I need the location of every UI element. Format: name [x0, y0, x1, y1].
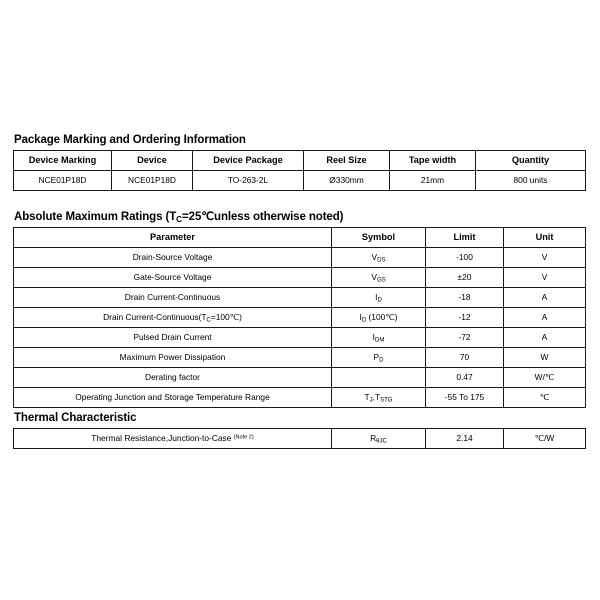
ratings-section-heading [14, 209, 586, 223]
thermal-characteristic-table [13, 428, 586, 449]
symbol-subscript: D [377, 297, 382, 304]
column-header-quantity: Quantity [476, 151, 586, 171]
cell-unit: V [504, 248, 586, 268]
cell-unit: A [504, 328, 586, 348]
cell-device: NCE01P18D [112, 171, 193, 191]
cell-limit: -100 [426, 248, 504, 268]
cell-unit: A [504, 308, 586, 328]
cell-limit: 0.47 [426, 368, 504, 388]
cell-symbol: $I_{DM}$ [332, 328, 426, 348]
symbol-subscript: STG [380, 397, 393, 404]
cell-symbol: $I_D$ (100℃) [332, 308, 426, 328]
cell-parameter: Pulsed Drain Current [14, 328, 332, 348]
cell-quantity: 800 units [476, 171, 586, 191]
cell-unit: V [504, 268, 586, 288]
table-row [14, 268, 586, 288]
cell-symbol [332, 368, 426, 388]
table-row [14, 388, 586, 408]
table-row [14, 308, 586, 328]
column-header-parameter: Parameter [14, 228, 332, 248]
cell-parameter [14, 429, 332, 449]
thermal-table-body [14, 429, 586, 449]
cell-symbol: $R_{\theta JC}$ [332, 429, 426, 449]
cell-limit: 70 [426, 348, 504, 368]
ordering-section-heading: Package Marking and Ordering Information [14, 134, 246, 146]
cell-symbol: $I_D$ [332, 288, 426, 308]
thermal-parameter-label: Thermal Resistance,Junction-to-Case [91, 433, 234, 443]
symbol-subscript: D [379, 357, 384, 364]
symbol-subscript: D [361, 317, 367, 324]
cell-unit: A [504, 288, 586, 308]
cell-device-marking: NCE01P18D [14, 171, 112, 191]
table-header-row [14, 228, 586, 248]
section-thermal-characteristic [13, 412, 586, 449]
symbol-subscript: GS [376, 277, 386, 284]
cell-unit: W [504, 348, 586, 368]
cell-parameter: Drain Current-$Continuous(T_C=100℃)$ [14, 308, 332, 328]
column-header-limit: Limit [426, 228, 504, 248]
ratings-heading-suffix: =25℃unless otherwise noted) [182, 211, 344, 223]
cell-unit: W/℃ [504, 368, 586, 388]
symbol-subscript: C [206, 317, 211, 324]
table-row [14, 288, 586, 308]
cell-reel-size: Ø330mm [304, 171, 390, 191]
column-header-symbol: Symbol [332, 228, 426, 248]
cell-tape-width: 21mm [390, 171, 476, 191]
footnote-reference: (Note 2) [233, 434, 254, 441]
cell-parameter: Drain Current-Continuous [14, 288, 332, 308]
table-row [14, 348, 586, 368]
symbol-subscript: θJC [376, 438, 387, 445]
column-header-unit: Unit [504, 228, 586, 248]
cell-limit: -18 [426, 288, 504, 308]
cell-parameter: Derating factor [14, 368, 332, 388]
symbol-subscript: DM [374, 337, 385, 344]
ratings-heading-prefix: Absolute Maximum Ratings (T [14, 211, 177, 223]
symbol-subscript: J [369, 397, 373, 404]
cell-limit: -55 To 175 [426, 388, 504, 408]
cell-symbol: $V_{GS}$ [332, 268, 426, 288]
column-header-device-marking: Device Marking [14, 151, 112, 171]
ratings-table-body [14, 248, 586, 408]
table-row [14, 368, 586, 388]
cell-limit: -12 [426, 308, 504, 328]
cell-parameter: Gate-Source Voltage [14, 268, 332, 288]
column-header-device: Device [112, 151, 193, 171]
table-row [14, 328, 586, 348]
table-header-row [14, 151, 586, 171]
table-row [14, 248, 586, 268]
symbol-subscript: DS [377, 257, 386, 264]
cell-parameter: Operating Junction and Storage Temperature Range [14, 388, 332, 408]
table-row [14, 171, 586, 191]
cell-symbol: $T_J,T_{STG}$ [332, 388, 426, 408]
cell-parameter: Maximum Power Dissipation [14, 348, 332, 368]
column-header-device-package: Device Package [193, 151, 304, 171]
ordering-information-table [13, 150, 586, 191]
cell-device-package: TO-263-2L [193, 171, 304, 191]
absolute-maximum-ratings-table [13, 227, 586, 408]
column-header-reel-size: Reel Size [304, 151, 390, 171]
cell-unit: ℃/W [504, 429, 586, 449]
cell-unit: ℃ [504, 388, 586, 408]
column-header-tape-width: Tape width [390, 151, 476, 171]
section-ordering-information [13, 134, 586, 191]
cell-limit: 2.14 [426, 429, 504, 449]
thermal-section-heading: Thermal Characteristic [14, 412, 137, 424]
cell-symbol: $V_{DS}$ [332, 248, 426, 268]
ratings-heading-subscript: C [176, 214, 183, 224]
cell-parameter: Drain-Source Voltage [14, 248, 332, 268]
cell-symbol: $P_D$ [332, 348, 426, 368]
table-row [14, 429, 586, 449]
section-absolute-maximum-ratings [13, 209, 586, 408]
cell-limit: -72 [426, 328, 504, 348]
cell-limit: ±20 [426, 268, 504, 288]
